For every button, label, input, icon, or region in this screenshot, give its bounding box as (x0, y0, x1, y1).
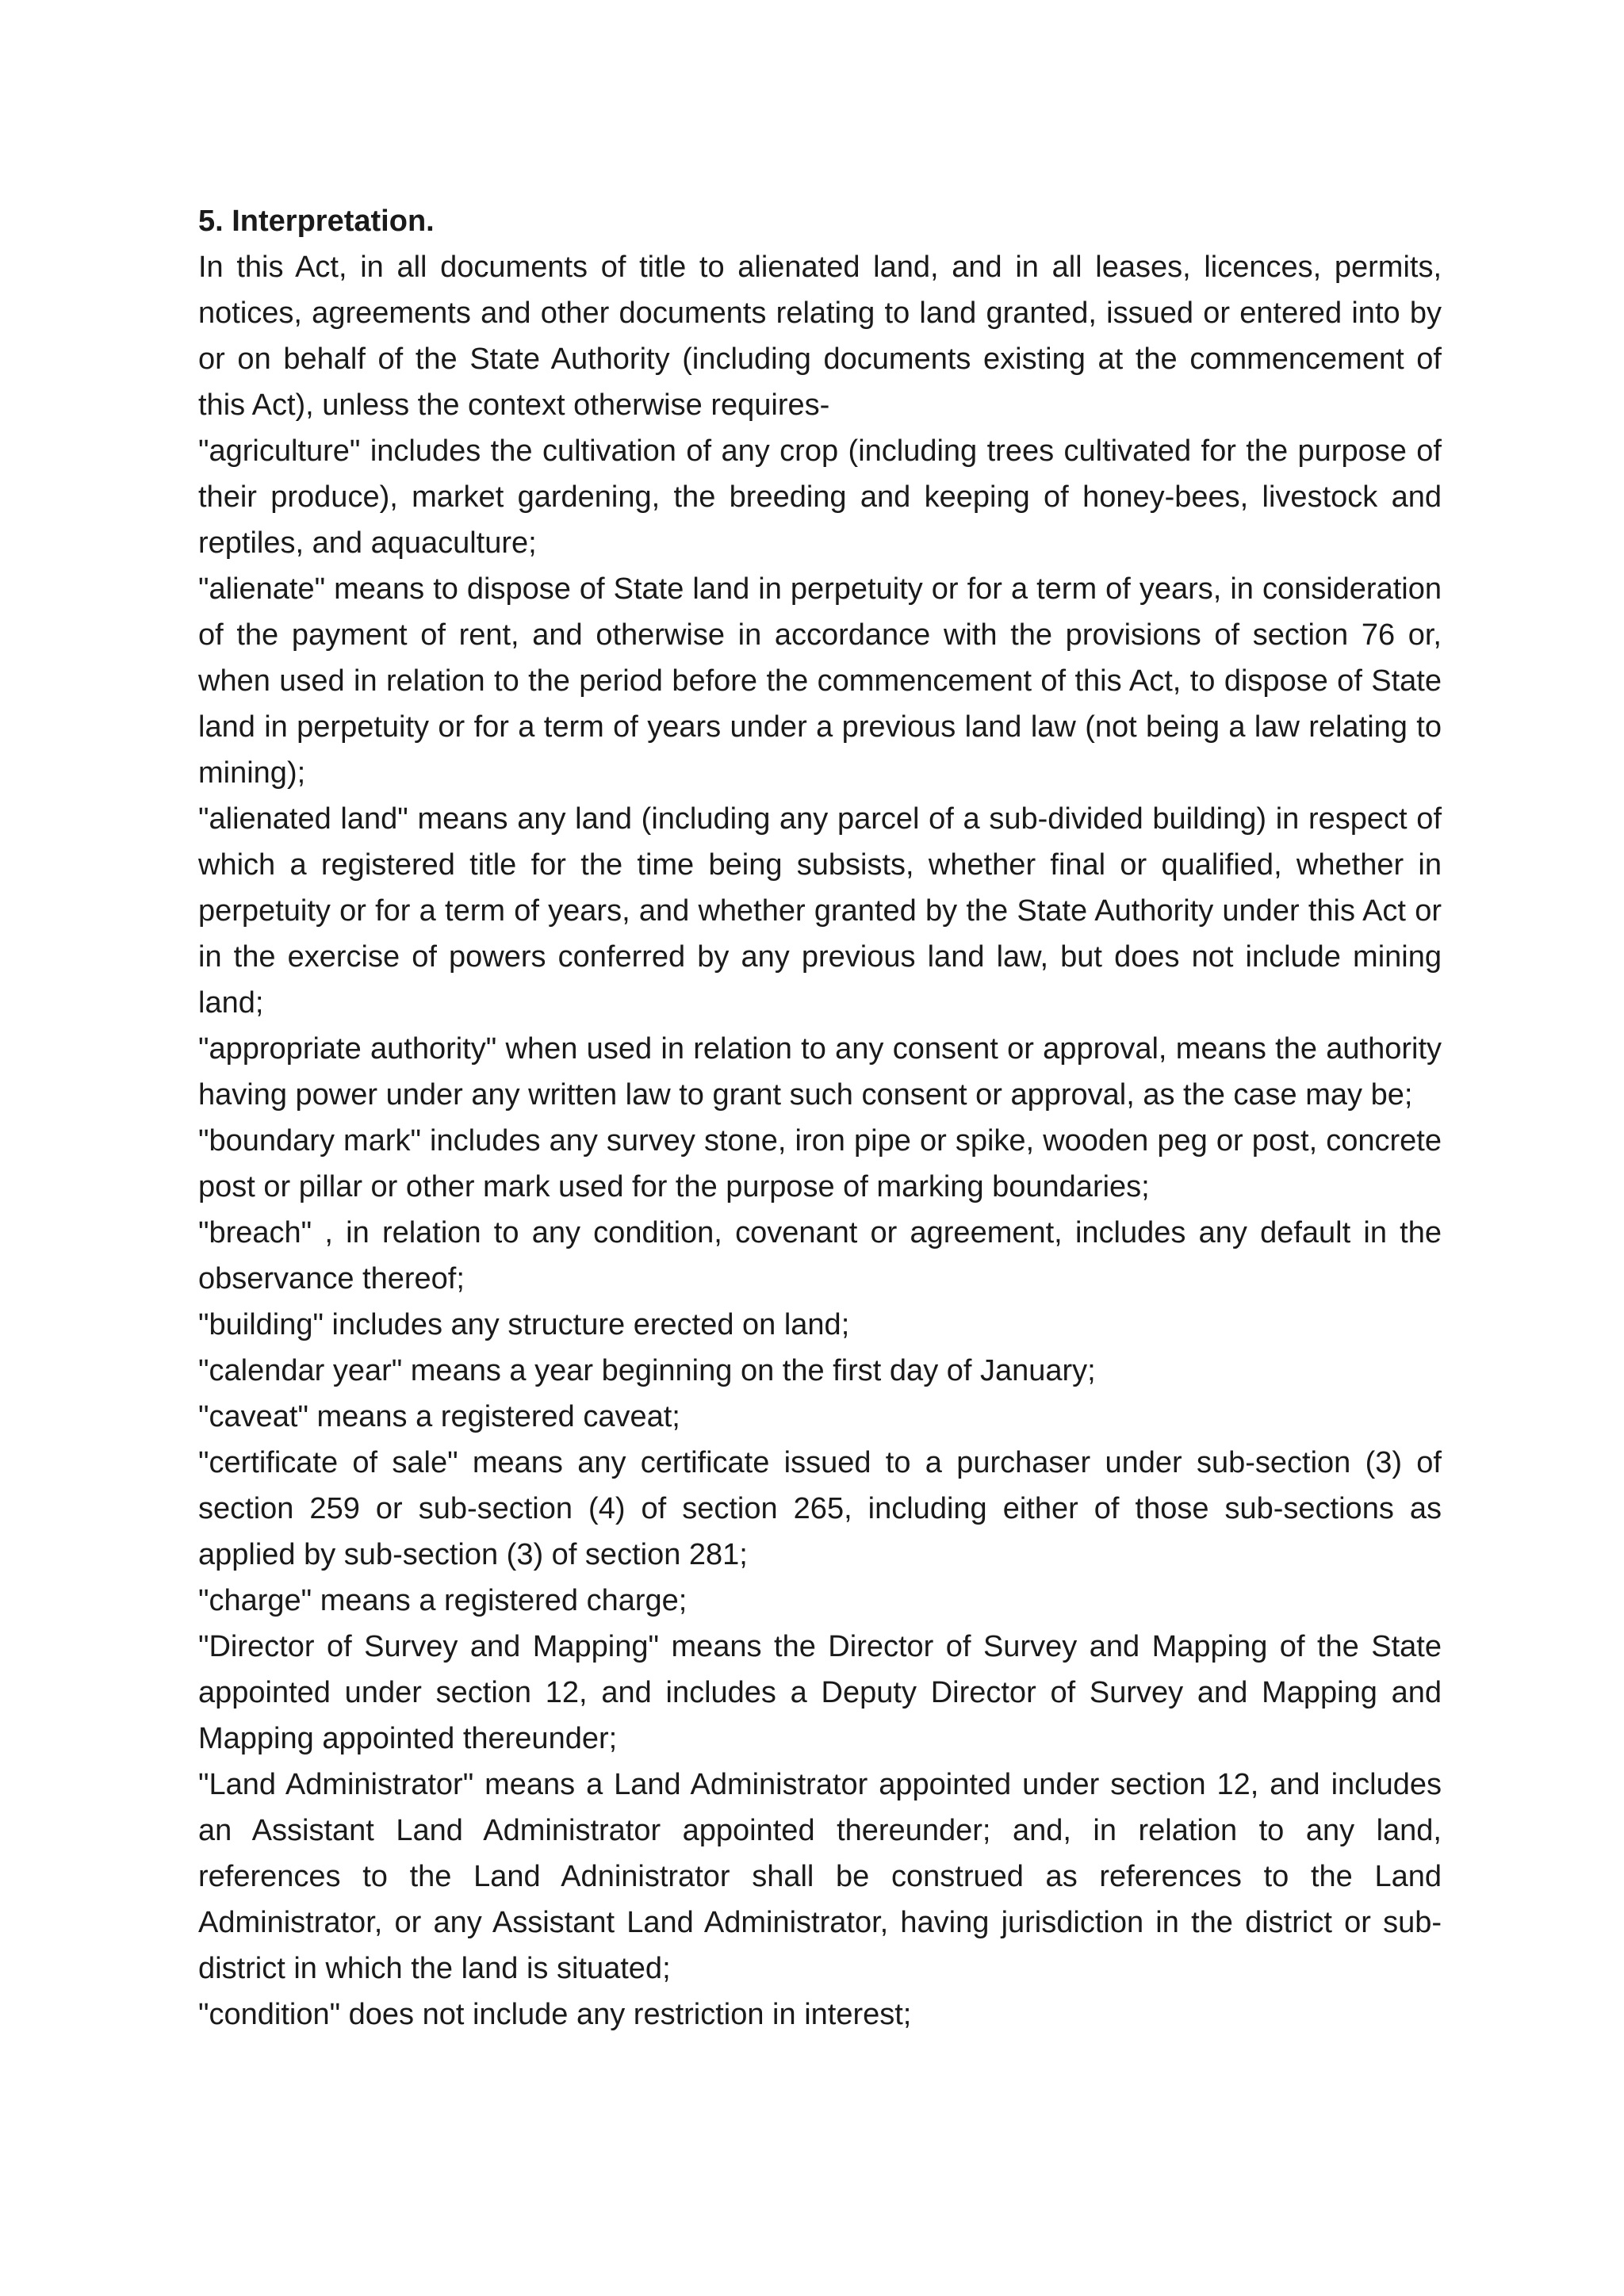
definition-boundary-mark: "boundary mark" includes any survey stone, iron pipe or spike, wooden peg or post, concrete post or pillar or other mark used for the purpose of marking boundaries; (198, 1124, 1442, 1203)
definition-appropriate-authority: "appropriate authority" when used in relation to any consent or approval, means the authority having power under any written law to grant such consent or approval, as the case may be; (198, 1032, 1442, 1112)
definition-condition: "condition" does not include any restriction in interest; (198, 1998, 912, 2031)
definition-land-administrator: "Land Administrator" means a Land Administrator appointed under section 12, and includes an Assistant Land Administrator appointed thereunder; and, in relation to any land, references to the Land Adninistrator shall be construed as references to the Land Administrator, or any Assistant Land Administrator, having jurisdiction in the district or sub-district in which the land is situated; (198, 1768, 1442, 1985)
section-heading: 5. Interpretation. (198, 205, 435, 238)
definition-charge: "charge" means a registered charge; (198, 1584, 688, 1617)
definition-agriculture: "agriculture" includes the cultivation of any crop (including trees cultivated for the purpose of their produce), market gardening, the breeding and keeping of honey-bees, livestock and reptiles, and aquaculture; (198, 434, 1442, 560)
section-intro: In this Act, in all documents of title to alienated land, and in all leases, licences, permits, notices, agreements and other documents relating to land granted, issued or entered into by or on behalf of the State Authority (including documents existing at the commencement of this Act), unless the context otherwise requires- (198, 251, 1442, 422)
definition-calendar-year: "calendar year" means a year beginning on the first day of January; (198, 1354, 1096, 1387)
definition-building: "building" includes any structure erected on land; (198, 1308, 850, 1341)
document-page (198, 198, 1442, 2038)
definition-director-of-survey: "Director of Survey and Mapping" means the Director of Survey and Mapping of the State appointed under section 12, and includes a Deputy Director of Survey and Mapping and Mapping appointed thereunder; (198, 1630, 1442, 1755)
definition-alienated-land: "alienated land" means any land (including any parcel of a sub-divided building) in respect of which a registered title for the time being subsists, whether final or qualified, whether in perpetuity or for a term of years, and whether granted by the State Authority under this Act or in the exercise of powers conferred by any previous land law, but does not include mining land; (198, 802, 1442, 1020)
definition-breach: "breach" , in relation to any condition, covenant or agreement, includes any default in the observance thereof; (198, 1216, 1442, 1295)
definition-alienate: "alienate" means to dispose of State land in perpetuity or for a term of years, in consideration of the payment of rent, and otherwise in accordance with the provisions of section 76 or, when used in relation to the period before the commencement of this Act, to dispose of State land in perpetuity or for a term of years under a previous land law (not being a law relating to mining); (198, 572, 1442, 790)
definition-certificate-of-sale: "certificate of sale" means any certificate issued to a purchaser under sub-section (3) of section 259 or sub-section (4) of section 265, including either of those sub-sections as applied by sub-section (3) of section 281; (198, 1446, 1442, 1571)
definition-caveat: "caveat" means a registered caveat; (198, 1400, 680, 1433)
